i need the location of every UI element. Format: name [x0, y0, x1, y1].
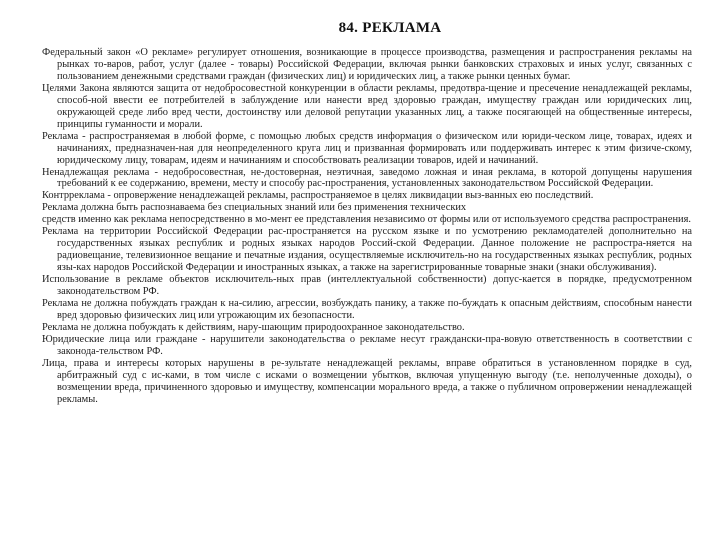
paragraph-law-goals: Целями Закона являются защита от недобросовестной конкуренции в области рекламы, предотвра-щение и пресечение ненадлежащей рекламы, способ-ной ввести ее потребителей в заблуждение или нанести вред здоровью граждан, имуществу граждан или юридических лиц, окружающей среде либо вред чести, достоинству или деловой репутации указанных лиц, а также посягающей на общественные интересы, принципы гуманности и морали.	[42, 82, 692, 130]
paragraph-law-scope: Федеральный закон «О рекламе» регулирует отношения, возникающие в процессе производства, размещения и распространения рекламы на рынках то-варов, работ, услуг (далее - товары) Российской Федерации, включая рынки банковских страховых и иных услуг, связанных с пользованием денежными средствами граждан (физических лиц) и юридических лиц, а также рынки ценных бумаг.	[42, 47, 692, 82]
document-body	[42, 47, 692, 406]
paragraph-advertising-definition: Реклама - распространяемая в любой форме, с помощью любых средств информация о физическом или юриди-ческом лице, товарах, идеях и начинаниях, предназначен-ная для неопределенного круга лиц и призванная формировать или поддерживать интерес к этим физиче-скому, юридическому лицу, товарам, идеям и начинаниям и способствовать реализации товаров, идей и начинаний.	[42, 130, 692, 166]
paragraph-counter-advertising: Контрреклама - опровержение ненадлежащей рекламы, распространяемое в целях ликвидации выз-ванных ею последствий.	[42, 190, 594, 202]
paragraph-improper-advertising: Ненадлежащая реклама - недобросовестная, не-достоверная, неэтичная, заведомо ложная и иная реклама, в которой допущены нарушения требований к ее содержанию, времени, месту и способу рас-пространения, установленных законодательством Российской Федерации.	[42, 166, 692, 190]
paragraph-recognizability-continued: средств именно как реклама непосредственно в мо-мент ее представления независимо от формы или от используемого средства распространения.	[42, 214, 691, 226]
paragraph-no-violence: Реклама не должна побуждать граждан к на-силию, агрессии, возбуждать панику, а также по-буждать к опасным действиям, способным нанести вред здоровью физических лиц или угрожающим их безопасности.	[42, 298, 692, 321]
page-title: 84. РЕКЛАМА	[338, 20, 442, 36]
paragraph-recognizability: Реклама должна быть распознаваема без специальных знаний или без применения технических	[42, 202, 467, 214]
paragraph-language: Реклама на территории Российской Федерации рас-пространяется на русском языке и по усмотрению рекламодателей дополнительно на государственных языках республик и родных языках народов Россий-ской Федерации. Данное положение не распростра-няется на радиовещание, телевизионное вещание и печатные издания, осуществляемые исключитель-но на государственных языках республик, родных язы-ках народов Российской Федерации и иностранных языках, а также на зарегистрированные товарные знаки (знаки обслуживания).	[42, 226, 692, 274]
paragraph-remedies: Лица, права и интересы которых нарушены в ре-зультате ненадлежащей рекламы, вправе обратиться в установленном порядке в суд, арбитражный суд с ис-ками, в том числе с исками о возмещении убытков, включая упущенную выгоду (т.е. неполученные доходы), о возмещении вреда, причиненного здоровью и имуществу, компенсации морального вреда, а также о публичном опровержении ненадлежащей рекламы.	[42, 357, 692, 405]
paragraph-exclusive-rights: Использование в рекламе объектов исключитель-ных прав (интеллектуальной собственности) допус-кается в порядке, предусмотренном законодательством РФ.	[42, 274, 692, 298]
paragraph-liability: Юридические лица или граждане - нарушители законодательства о рекламе несут граждански-пра-вовую ответственность в соответствии с законода-тельством РФ.	[42, 333, 692, 357]
paragraph-environment: Реклама не должна побуждать к действиям, нару-шающим природоохранное законодательство.	[42, 321, 465, 333]
